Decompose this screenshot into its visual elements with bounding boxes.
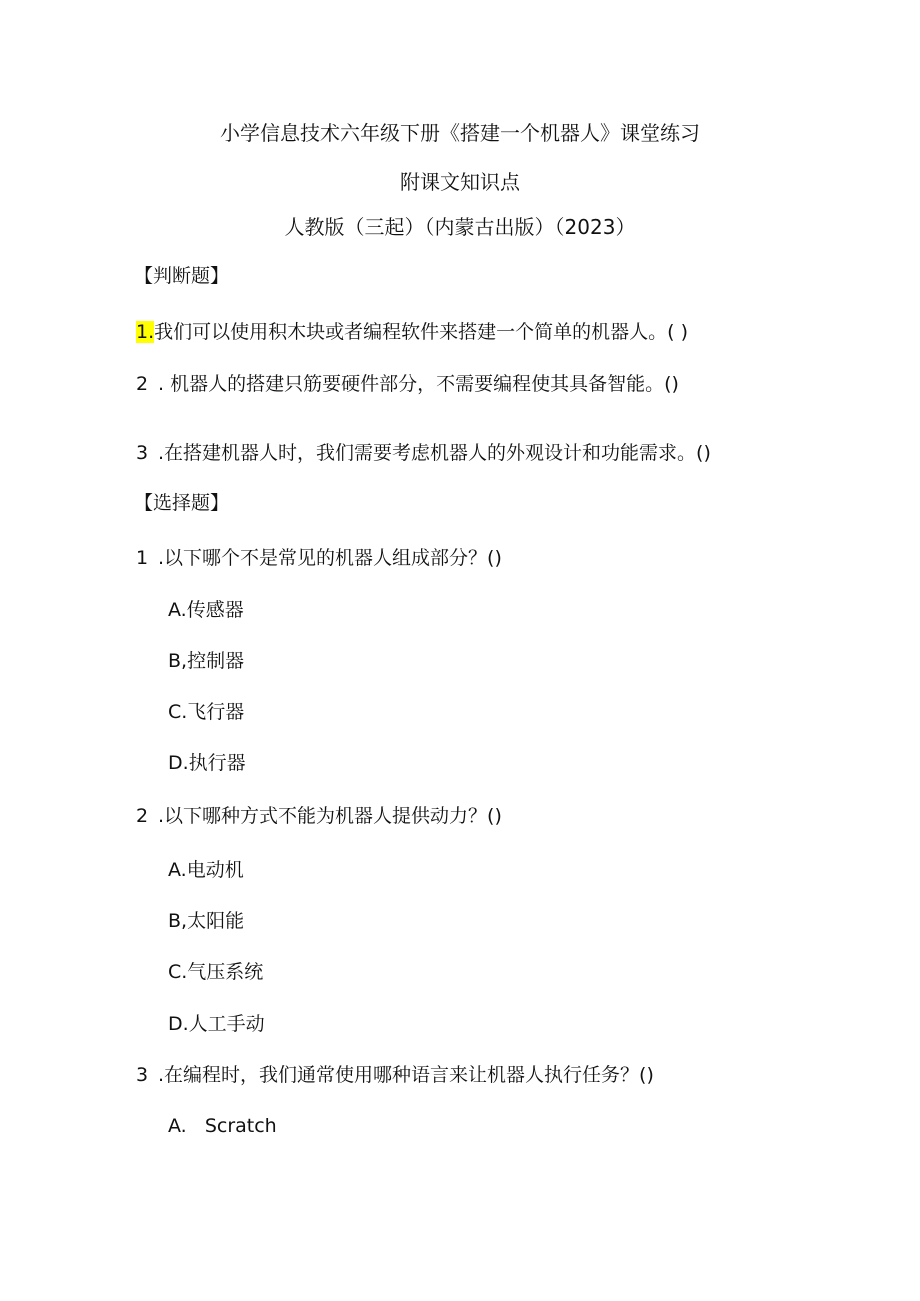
- judgement-question-3: [136, 441, 711, 465]
- document-title: 小学信息技术六年级下册《搭建一个机器人》课堂练习: [220, 121, 700, 145]
- question-number: 2: [136, 373, 149, 395]
- question-number: 2: [136, 805, 149, 827]
- question-number: 1.: [136, 321, 155, 343]
- option-d: D.执行器: [168, 752, 246, 774]
- question-text: 我们可以使用积木块或者编程软件来搭建一个简单的机器人。( ): [154, 321, 689, 343]
- option-a: A.传感器: [168, 599, 244, 621]
- option-c: C.气压系统: [168, 961, 264, 983]
- question-text: .以下哪种方式不能为机器人提供动力？(): [158, 805, 502, 827]
- option-c: C.飞行器: [168, 701, 245, 723]
- choice-question-2: [136, 804, 502, 828]
- section-heading-judgement: 【判断题】: [134, 265, 230, 287]
- question-number: 3: [136, 442, 149, 464]
- document-edition: 人教版（三起）（内蒙古出版）（2023）: [284, 215, 636, 239]
- option-a: A.电动机: [168, 859, 244, 881]
- question-text: .以下哪个不是常见的机器人组成部分？(): [158, 547, 502, 569]
- question-text: . 机器人的搭建只筋要硬件部分，不需要编程使其具备智能。(): [158, 373, 679, 395]
- question-number: 3: [136, 1064, 149, 1086]
- judgement-question-1: [136, 320, 688, 344]
- section-heading-choice: 【选择题】: [134, 492, 230, 514]
- question-text: .在搭建机器人时，我们需要考虑机器人的外观设计和功能需求。(): [158, 442, 711, 464]
- choice-question-3: [136, 1063, 654, 1087]
- option-a: A. Scratch: [168, 1115, 277, 1137]
- question-number: 1: [136, 547, 149, 569]
- judgement-question-2: [136, 372, 679, 396]
- document-subtitle: 附课文知识点: [400, 170, 520, 194]
- option-b: B,太阳能: [168, 910, 245, 932]
- option-b: B,控制器: [168, 650, 245, 672]
- choice-question-1: [136, 546, 502, 570]
- option-d: D.人工手动: [168, 1013, 265, 1035]
- question-text: .在编程时，我们通常使用哪种语言来让机器人执行任务？(): [158, 1064, 654, 1086]
